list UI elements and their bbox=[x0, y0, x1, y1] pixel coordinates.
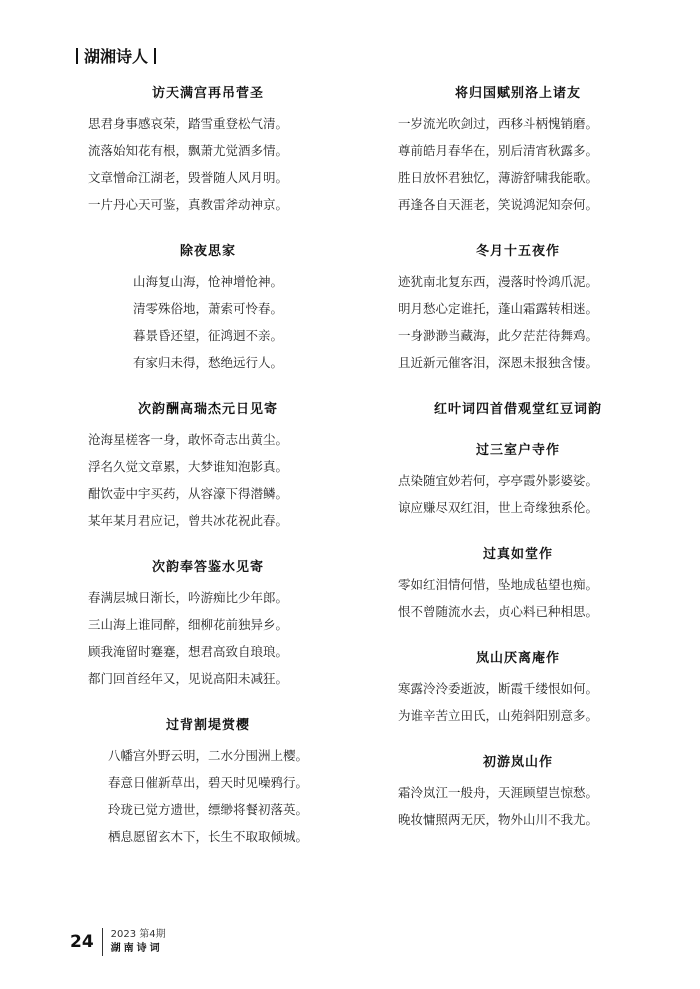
poem bbox=[88, 556, 328, 692]
page-header bbox=[70, 44, 162, 67]
issue-label: 2023 第4期 bbox=[110, 929, 166, 940]
series-title: 红叶词四首借观堂红豆词韵 bbox=[433, 402, 602, 417]
poem-line: 顾我淹留时蹇蹇，想君高致自琅琅。 bbox=[88, 644, 289, 659]
poem-line: 暮景昏还望，征鸿迥不亲。 bbox=[132, 328, 283, 343]
poem bbox=[398, 543, 638, 625]
poem-line: 春意日催新草出，碧天时见噪鸦行。 bbox=[107, 775, 308, 790]
poem-line: 一片丹心天可鉴，真教雷斧动神京。 bbox=[88, 197, 289, 212]
poem-line: 晚妆慵照两无厌，物外山川不我尤。 bbox=[398, 812, 599, 827]
header-right-bar bbox=[154, 48, 156, 64]
poem-title: 次韵酬高瑞杰元日见寄 bbox=[137, 402, 278, 417]
poem-line: 一身渺渺当藏海，此夕茫茫待舞鸡。 bbox=[398, 328, 599, 343]
left-column bbox=[88, 70, 328, 872]
poem-line: 春满层城日渐长，吟游痴比少年郎。 bbox=[88, 590, 289, 605]
poem-line: 恨不曾随流水去，贞心料已种相思。 bbox=[398, 604, 599, 619]
poem-line: 流落始知花有根，飘萧尤觉酒多情。 bbox=[88, 143, 289, 158]
poem-line: 尊前皓月春华在，别后清宵秋露多。 bbox=[398, 143, 599, 158]
poem-line: 三山海上谁同醉，细柳花前独异乡。 bbox=[88, 617, 289, 632]
poem bbox=[398, 647, 638, 729]
poem-line: 玲珑已觉方遗世，缥缈将餐初落英。 bbox=[107, 802, 308, 817]
poem bbox=[88, 240, 328, 376]
poem bbox=[88, 714, 328, 850]
poem-title: 初游岚山作 bbox=[482, 755, 553, 770]
footer-divider bbox=[102, 928, 103, 956]
poem-line: 都门回首经年又，见说高阳未减狂。 bbox=[88, 671, 289, 686]
poem-line: 清零殊俗地，萧索可怜春。 bbox=[132, 301, 283, 316]
poem-title: 将归国赋别洛上诸友 bbox=[454, 86, 581, 101]
poem-line: 文章憎命江湖老，毁誉随人风月明。 bbox=[88, 170, 289, 185]
poem-line: 霜泠岚江一般舟，天涯顾望岂惊愁。 bbox=[398, 785, 599, 800]
poem bbox=[398, 439, 638, 521]
poem-line: 谅应赚尽双红泪，世上奇缘独系伦。 bbox=[398, 500, 599, 515]
poem-line: 再逢各自天涯老，笑说鸿泥知奈何。 bbox=[398, 197, 599, 212]
poem-line: 栖息愿留玄木下，长生不取取倾城。 bbox=[107, 829, 308, 844]
poem-line: 有家归未得，愁绝远行人。 bbox=[132, 355, 283, 370]
poem-line: 酣饮壶中宇买药，从容濠下得潜鳞。 bbox=[88, 486, 289, 501]
poem-line: 某年某月君应记，曾共冰花祝此春。 bbox=[88, 513, 289, 528]
poem-line: 一岁流光吹剑过，西移斗柄愧销磨。 bbox=[398, 116, 599, 131]
poem bbox=[398, 240, 638, 376]
poem-line: 零如红泪情何惜，坠地成毡望也痴。 bbox=[398, 577, 599, 592]
section-title: 湖湘诗人 bbox=[84, 47, 149, 66]
poem-line: 迹犹南北复东西，漫落时怜鸿爪泥。 bbox=[398, 274, 599, 289]
poem bbox=[398, 82, 638, 218]
poem-title: 次韵奉答鉴水见寄 bbox=[151, 560, 264, 575]
poem-line: 浮名久觉文章累，大梦谁知泡影真。 bbox=[88, 459, 289, 474]
poem-title: 冬月十五夜作 bbox=[475, 244, 560, 259]
poem-line: 胜日放怀君独忆，薄游舒啸我能歌。 bbox=[398, 170, 599, 185]
poem-line: 寒露泠泠委逝波，断霞千缕恨如何。 bbox=[398, 681, 599, 696]
poem-line: 且近新元催客泪，深恩未报独含悽。 bbox=[398, 355, 599, 370]
magazine-name: 湖南诗词 bbox=[110, 943, 163, 954]
page-number: 24 bbox=[70, 932, 94, 952]
poem bbox=[88, 82, 328, 218]
poem-title: 除夜思家 bbox=[179, 244, 236, 259]
poem-line: 明月愁心定谁托，蓬山霜露转相迷。 bbox=[398, 301, 599, 316]
page-footer bbox=[70, 928, 166, 956]
poem-line: 为谁辛苦立田氏，山苑斜阳别意多。 bbox=[398, 708, 599, 723]
poem-title: 岚山厌离庵作 bbox=[475, 651, 560, 666]
poem bbox=[398, 751, 638, 833]
poem-title: 过三室户寺作 bbox=[475, 443, 560, 458]
poem-line: 山海复山海，怆神增怆神。 bbox=[132, 274, 283, 289]
poem-title: 过背割堤赏樱 bbox=[165, 718, 250, 733]
right-column bbox=[398, 70, 638, 855]
poem-line: 八幡宫外野云明，二水分围洲上樱。 bbox=[107, 748, 308, 763]
poem-line: 思君身事感哀荣，踏雪重登松气清。 bbox=[88, 116, 289, 131]
footer-meta bbox=[111, 928, 166, 956]
poem-line: 沧海星槎客一身，敢怀奇志出黄尘。 bbox=[88, 432, 289, 447]
poem-title: 访天满宫再吊菅圣 bbox=[151, 86, 264, 101]
poem-line: 点染随宜妙若何，亭亭霞外影婆娑。 bbox=[398, 473, 599, 488]
poem bbox=[88, 398, 328, 534]
poem-title: 过真如堂作 bbox=[482, 547, 553, 562]
header-left-bar bbox=[76, 48, 78, 64]
